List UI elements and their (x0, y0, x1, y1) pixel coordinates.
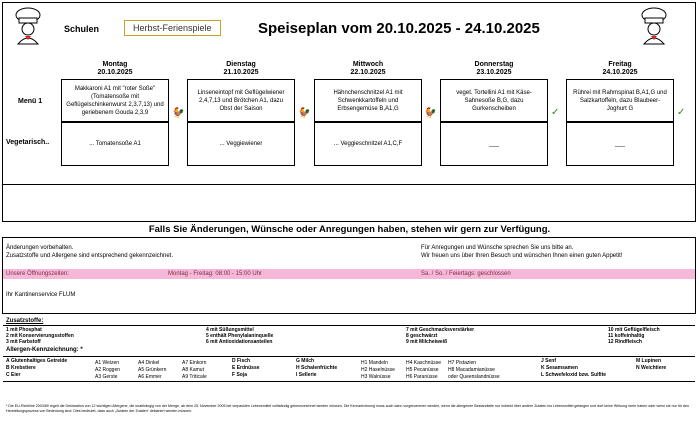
vegetarian-leaf-icon: ✓ (677, 107, 686, 118)
allergen-item: I Sellerie (296, 372, 317, 378)
chicken-icon: 🐓 (424, 108, 437, 119)
allergen-item: A9 Triticale (182, 374, 207, 380)
allergen-item: A Glutenhaltiges Getreide (6, 358, 68, 364)
allergen-column (361, 360, 395, 381)
allergen-item: A6 Emmer (138, 374, 162, 380)
allergen-item: K Sesamsamen (541, 365, 578, 371)
additive-item: 12 Rindfleisch (608, 339, 642, 345)
day-date: 23.10.2025 (476, 69, 512, 76)
allergen-item: A5 Grünkern (138, 367, 167, 373)
allergen-item: H3 Walnüsse (361, 374, 391, 380)
opening-hours-bar (3, 269, 695, 279)
holiday-badge: Herbst-Ferienspiele (124, 20, 221, 36)
day-name: Montag (102, 61, 128, 68)
divider (3, 325, 695, 326)
day-date: 20.10.2025 (97, 69, 133, 76)
additive-item: 4 mit Süßungsmittel (206, 327, 254, 333)
allergen-item: D Fisch (232, 358, 251, 364)
opening-hours-value: Montag - Freitag: 08:00 - 15:00 Uhr (168, 271, 263, 277)
allergen-item: oder Queenslandnüsse (448, 374, 500, 380)
allergen-item: H Schalenfrüchte (296, 365, 338, 371)
chef-icon (636, 6, 672, 46)
day-header-wednesday (308, 61, 428, 77)
veg-thursday: ___ (440, 122, 548, 166)
veg-tuesday: ... Veggiewiener (187, 122, 295, 166)
additives-note-text: Zusatzstoffe und Allergene sind entsprechend gekennzeichnet. (6, 253, 174, 259)
closed-days-text: Sa. / So. / Feiertags: geschlossen (421, 271, 511, 277)
additive-item: 6 mit Antioxidationsanteilen (206, 339, 273, 345)
menu1-monday: Makkaroni A1 mit "roter Soße" (Tomatensoße mit Geflügelschinkenwurst 2,3,7,13) und geriebenem Gouda 2,3,9 (61, 79, 169, 122)
chef-icon (10, 6, 46, 46)
allergen-item: A4 Dinkel (138, 360, 160, 366)
day-name: Donnerstag (474, 61, 514, 68)
allergen-item: H4 Kaschnüsse (406, 360, 442, 366)
allergen-column (232, 358, 260, 379)
day-date: 24.10.2025 (602, 69, 638, 76)
day-name: Dienstag (226, 61, 256, 68)
menu1-friday: Rührei mit Rahmspinat B,A1,G und Salzkartoffeln, dazu Blaubeer-Joghurt G (566, 79, 674, 122)
allergen-column (182, 360, 207, 381)
allergen-item: A8 Kamut (182, 367, 204, 373)
allergen-item: H2 Haselnüsse (361, 367, 395, 373)
allergen-item: N Weichtiere (636, 365, 667, 371)
vegetarian-leaf-icon: ✓ (551, 107, 560, 118)
allergen-column (636, 358, 666, 372)
eu-directive-footnote: * Die EU-Richtline 2003/89 regelt die Deklaration von 12 wichtigen Allergene, die unabhängig von der Menge, ab dem 25. November 2005 bei verpackten Lebensmittel vollständig gekennzeichnet werden müssen. Die Kennzeichnung muss auch dann vorgenommen werden, wenn die allergenen Bestandteile nur indirekt über andere Zutaten ins Lebensmittel gelangen und dort keine Wirkung mehr haben oder wenn sie nur für den Herstellungsprozess von Bedeutung sind. Dies bedeutet, dass auch „Zutaten der Zutaten“ deklariert werden müssen. (6, 404, 690, 413)
divider (3, 356, 695, 357)
allergen-item: A7 Einkorn (182, 360, 207, 366)
allergen-item: A3 Gerste (95, 374, 118, 380)
page-title: Speiseplan vom 20.10.2025 - 24.10.2025 (258, 20, 540, 37)
allergen-column (406, 360, 441, 381)
row-label-vegetarian: Vegetarisch.. (6, 139, 50, 146)
feedback-notice: Falls Sie Änderungen, Wünsche oder Anregungen haben, stehen wir gern zur Verfügung. (148, 224, 551, 235)
school-label: Schulen (64, 24, 100, 34)
allergen-item: F Soja (232, 372, 248, 378)
chicken-icon: 🐓 (172, 108, 185, 119)
day-header-tuesday (181, 61, 301, 77)
day-date: 21.10.2025 (223, 69, 259, 76)
day-header-thursday (434, 61, 554, 77)
veg-wednesday: ... Veggieschnitzel A1,C,F (314, 122, 422, 166)
changes-reserved-text: Änderungen vorbehalten. (6, 245, 74, 251)
additives-title: Zusatzstoffe: (6, 318, 44, 324)
allergens-title: Allergen-Kennzeichnung: * (6, 347, 83, 353)
allergen-column (138, 360, 166, 381)
day-name: Freitag (608, 61, 632, 68)
divider (3, 184, 695, 185)
menu1-thursday: veget. Tortellini A1 mit Käse-Sahnesoße B,G, dazu Gurkenscheiben (440, 79, 548, 122)
allergen-item: E Erdnüsse (232, 365, 260, 371)
allergen-item: H8 Macadamianüsse (448, 367, 495, 373)
allergen-item: H6 Paranüsse (406, 374, 438, 380)
allergen-column (541, 358, 606, 379)
veg-friday: ___ (566, 122, 674, 166)
allergen-item: C Eier (6, 372, 21, 378)
allergen-item: L Schwefeloxid bzw. Sulfite (541, 372, 607, 378)
allergen-item: H7 Pistazien (448, 360, 477, 366)
allergen-item: G Milch (296, 358, 315, 364)
allergen-item: H1 Mandeln (361, 360, 388, 366)
row-label-menu1: Menü 1 (18, 98, 43, 105)
additive-item: 2 mit Konservierungsstoffen (6, 333, 74, 339)
additive-item: 7 mit Geschmacksverstärker (406, 327, 475, 333)
allergen-column (95, 360, 120, 381)
allergen-column (296, 358, 337, 379)
day-header-monday (55, 61, 175, 77)
additive-item: 1 mit Phosphat (6, 327, 42, 333)
chicken-icon: 🐓 (298, 108, 311, 119)
allergen-item: H5 Pecanüsse (406, 367, 439, 373)
additive-item: 8 geschwärzt (406, 333, 438, 339)
allergen-item: J Senf (541, 358, 557, 364)
service-signature: Ihr Kantinenservice FLUM (6, 292, 76, 298)
menu1-wednesday: Hähnchenschnitzel A1 mit Schwenkkartoffeln und Erbsengemüse B,A1,G (314, 79, 422, 122)
divider (3, 381, 695, 382)
day-date: 22.10.2025 (350, 69, 386, 76)
allergen-item: A1 Weizen (95, 360, 120, 366)
additive-item: 3 mit Farbstoff (6, 339, 41, 345)
allergen-column (6, 358, 67, 379)
veg-monday: ... Tomatensoße A1 (61, 122, 169, 166)
allergen-item: A2 Roggen (95, 367, 121, 373)
appetite-text: Wir freuen uns über Ihren Besuch und wünschen Ihnen einen guten Appetit! (421, 253, 623, 259)
allergen-item: M Lupinen (636, 358, 661, 364)
additive-item: 9 mit Milcheiweiß (406, 339, 448, 345)
additive-item: 10 mit Geflügelfleisch (608, 327, 660, 333)
feedback-text: Für Anregungen und Wünsche sprechen Sie uns bitte an. (421, 245, 574, 251)
day-name: Mittwoch (352, 61, 384, 68)
menu1-tuesday: Linseneintopf mit Geflügelwiener 2,4,7,13 und Brötchen A1, dazu Obst der Saison (187, 79, 295, 122)
additive-item: 5 enthält Phenylalaninquelle (206, 333, 274, 339)
opening-hours-label: Unsere Öffnungszeiten: (6, 271, 69, 277)
allergen-item: B Krebstiere (6, 365, 36, 371)
allergen-column (448, 360, 500, 381)
day-header-friday (560, 61, 680, 77)
additive-item: 11 koffeinhaltig (608, 333, 645, 339)
